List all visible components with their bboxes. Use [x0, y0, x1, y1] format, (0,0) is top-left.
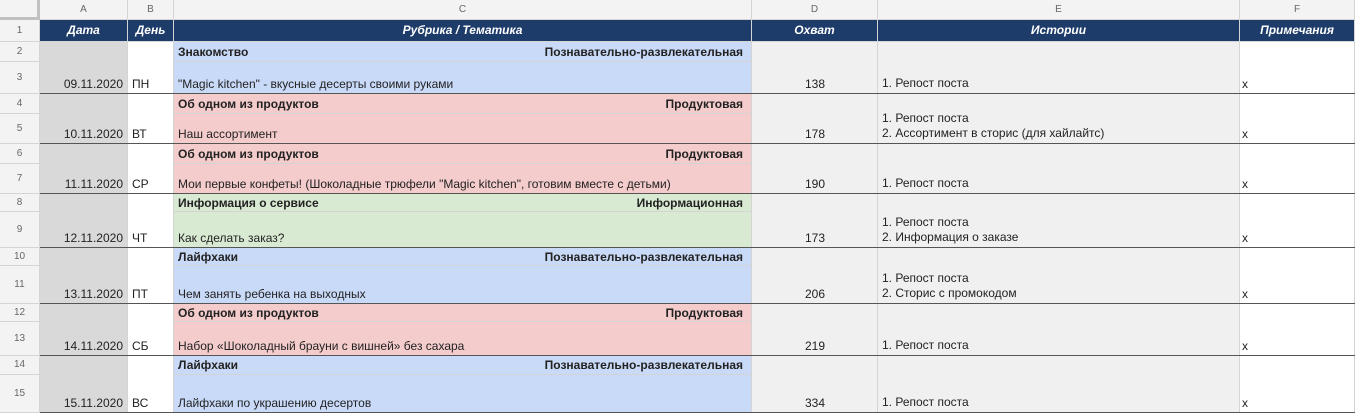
row-header-8[interactable] — [0, 194, 40, 212]
topic-cell[interactable] — [174, 114, 752, 144]
row-header-15[interactable] — [0, 375, 40, 413]
note-value: x — [1242, 231, 1248, 245]
rubric-title-cell[interactable] — [174, 42, 752, 62]
topic-text: Как сделать заказ? — [178, 231, 285, 245]
note-value: x — [1242, 77, 1248, 91]
rubric-title: Об одном из продуктов — [178, 305, 319, 320]
rubric-title-cell[interactable] — [174, 356, 752, 375]
date-cell[interactable] — [40, 194, 128, 248]
row-number: 6 — [16, 148, 23, 159]
notes-cell[interactable] — [1240, 94, 1355, 144]
row-number: 14 — [13, 359, 26, 370]
column-header-d[interactable] — [752, 0, 878, 20]
row-header-10[interactable] — [0, 248, 40, 266]
note-value: x — [1242, 339, 1248, 353]
date-value: 12.11.2020 — [63, 231, 123, 245]
row-number: 12 — [13, 307, 26, 318]
date-value: 09.11.2020 — [63, 77, 123, 91]
day-value: ВТ — [132, 127, 147, 141]
day-cell[interactable] — [128, 144, 174, 194]
row-header-13[interactable] — [0, 322, 40, 356]
day-value: ПН — [132, 77, 150, 91]
header-cell-date[interactable] — [40, 20, 128, 42]
topic-text: Чем занять ребенка на выходных — [178, 287, 366, 301]
reach-cell[interactable] — [752, 144, 878, 194]
note-value: x — [1242, 287, 1248, 301]
notes-cell[interactable] — [1240, 304, 1355, 356]
reach-value: 138 — [804, 77, 825, 91]
row-header-14[interactable] — [0, 356, 40, 375]
topic-text: "Magic kitchen" - вкусные десерты своими руками — [178, 77, 454, 91]
rubric-category: Продуктовая — [665, 305, 743, 320]
note-value: x — [1242, 127, 1248, 141]
row-number: 15 — [13, 388, 26, 399]
stories-cell[interactable] — [878, 144, 1240, 194]
day-cell[interactable] — [128, 42, 174, 94]
rubric-title: Об одном из продуктов — [178, 146, 319, 161]
rubric-category: Продуктовая — [665, 146, 743, 161]
stories-cell[interactable] — [878, 248, 1240, 304]
reach-value: 178 — [804, 127, 825, 141]
header-cell-notes[interactable] — [1240, 20, 1355, 42]
reach-cell[interactable] — [752, 42, 878, 94]
date-cell[interactable] — [40, 144, 128, 194]
date-value: 10.11.2020 — [63, 127, 123, 141]
column-letter: F — [1293, 4, 1301, 15]
header-cell-day[interactable] — [128, 20, 174, 42]
row-number: 13 — [13, 333, 26, 344]
topic-cell[interactable] — [174, 62, 752, 94]
reach-value: 219 — [804, 339, 825, 353]
story-item: 1. Репост поста — [882, 176, 969, 190]
column-header-e[interactable] — [878, 0, 1240, 20]
date-value: 11.11.2020 — [64, 177, 123, 191]
note-value: x — [1242, 396, 1248, 410]
rubric-title-cell[interactable] — [174, 94, 752, 114]
notes-cell[interactable] — [1240, 42, 1355, 94]
row-number: 1 — [16, 25, 23, 36]
column-header-a[interactable] — [40, 0, 128, 20]
date-cell[interactable] — [40, 42, 128, 94]
day-value: СБ — [132, 339, 149, 353]
column-letter: D — [810, 4, 819, 15]
header-cell-reach[interactable] — [752, 20, 878, 42]
reach-cell[interactable] — [752, 194, 878, 248]
row-header-9[interactable] — [0, 212, 40, 248]
column-letter: A — [80, 4, 87, 15]
header-cell-stories[interactable] — [878, 20, 1240, 42]
topic-text: Набор «Шоколадный брауни с вишней» без сахара — [178, 339, 465, 353]
row-number: 5 — [16, 123, 23, 134]
rubric-title: Лайфхаки — [178, 358, 238, 372]
date-cell[interactable] — [40, 248, 128, 304]
rubric-title-cell[interactable] — [174, 304, 752, 322]
rubric-category: Познавательно-развлекательная — [544, 44, 743, 59]
rubric-title: Информация о сервисе — [178, 195, 319, 210]
day-cell[interactable] — [128, 248, 174, 304]
day-cell[interactable] — [128, 194, 174, 248]
topic-cell[interactable] — [174, 164, 752, 194]
reach-cell[interactable] — [752, 356, 878, 413]
rubric-category: Познавательно-развлекательная — [544, 249, 743, 264]
header-label: Истории — [1030, 23, 1087, 37]
column-header-f[interactable] — [1240, 0, 1355, 20]
day-value: ВС — [132, 396, 149, 410]
header-label: Охват — [794, 23, 835, 37]
row-header-1[interactable] — [0, 20, 40, 42]
reach-cell[interactable] — [752, 304, 878, 356]
notes-cell[interactable] — [1240, 248, 1355, 304]
header-cell-rubric[interactable] — [174, 20, 752, 42]
day-value: СР — [132, 177, 149, 191]
story-item: 1. Репост поста — [882, 76, 969, 90]
notes-cell[interactable] — [1240, 356, 1355, 413]
row-header-4[interactable] — [0, 94, 40, 114]
topic-cell[interactable] — [174, 266, 752, 304]
header-label: Примечания — [1260, 23, 1334, 37]
column-header-c[interactable] — [174, 0, 752, 20]
rubric-category: Информационная — [636, 195, 743, 210]
topic-text: Мои первые конфеты! (Шоколадные трюфели "Magic kitchen", готовим вместе с детьми) — [178, 177, 671, 191]
row-header-12[interactable] — [0, 304, 40, 322]
note-value: x — [1242, 177, 1248, 191]
rubric-title: Знакомство — [178, 44, 249, 59]
row-header-5[interactable] — [0, 114, 40, 144]
notes-cell[interactable] — [1240, 194, 1355, 248]
notes-cell[interactable] — [1240, 144, 1355, 194]
rubric-category: Продуктовая — [665, 96, 743, 111]
stories-cell[interactable] — [878, 94, 1240, 144]
row-header-7[interactable] — [0, 164, 40, 194]
header-label: Рубрика / Тематика — [402, 23, 523, 37]
reach-cell[interactable] — [752, 248, 878, 304]
story-item: 2. Ассортимент в сторис (для хайлайтс) — [882, 126, 1105, 140]
row-number: 9 — [16, 224, 23, 235]
stories-cell[interactable] — [878, 42, 1240, 94]
date-value: 13.11.2020 — [63, 287, 123, 301]
day-cell[interactable] — [128, 304, 174, 356]
story-item: 1. Репост поста — [882, 271, 969, 285]
day-cell[interactable] — [128, 356, 174, 413]
reach-value: 206 — [804, 287, 825, 301]
story-item: 1. Репост поста — [882, 111, 969, 125]
day-value: ЧТ — [132, 231, 148, 245]
rubric-title-cell[interactable] — [174, 144, 752, 164]
row-number: 8 — [16, 197, 23, 208]
rubric-title-cell[interactable] — [174, 248, 752, 266]
story-item: 2. Информация о заказе — [882, 230, 1019, 244]
stories-cell[interactable] — [878, 194, 1240, 248]
reach-value: 190 — [804, 177, 825, 191]
date-value: 14.11.2020 — [63, 339, 123, 353]
story-item: 1. Репост поста — [882, 338, 969, 352]
reach-value: 173 — [804, 231, 825, 245]
date-cell[interactable] — [40, 304, 128, 356]
header-label: День — [135, 23, 166, 37]
row-number: 3 — [16, 72, 23, 83]
row-header-2[interactable] — [0, 42, 40, 62]
reach-cell[interactable] — [752, 94, 878, 144]
story-item: 1. Репост поста — [882, 395, 969, 409]
day-cell[interactable] — [128, 94, 174, 144]
date-cell[interactable] — [40, 94, 128, 144]
select-all-corner[interactable] — [0, 0, 40, 20]
day-value: ПТ — [132, 287, 148, 301]
topic-cell[interactable] — [174, 212, 752, 248]
date-cell[interactable] — [40, 356, 128, 413]
topic-text: Лайфхаки по украшению десертов — [178, 396, 372, 410]
rubric-title: Об одном из продуктов — [178, 96, 319, 111]
topic-text: Наш ассортимент — [178, 127, 278, 141]
rubric-category: Познавательно-развлекательная — [544, 358, 743, 372]
topic-cell[interactable] — [174, 322, 752, 356]
column-letter: B — [147, 4, 154, 15]
row-number: 10 — [13, 251, 26, 262]
row-number: 2 — [16, 46, 23, 57]
stories-cell[interactable] — [878, 304, 1240, 356]
row-number: 7 — [16, 173, 23, 184]
column-letter: E — [1055, 4, 1062, 15]
row-number: 11 — [14, 279, 25, 290]
rubric-title-cell[interactable] — [174, 194, 752, 212]
row-header-11[interactable] — [0, 266, 40, 304]
column-letter: C — [458, 4, 467, 15]
row-header-6[interactable] — [0, 144, 40, 164]
header-label: Дата — [67, 23, 100, 37]
date-value: 15.11.2020 — [63, 396, 123, 410]
stories-cell[interactable] — [878, 356, 1240, 413]
story-item: 2. Сторис с промокодом — [882, 286, 1017, 300]
topic-cell[interactable] — [174, 375, 752, 413]
row-header-3[interactable] — [0, 62, 40, 94]
reach-value: 334 — [804, 396, 825, 410]
column-header-b[interactable] — [128, 0, 174, 20]
row-number: 4 — [16, 98, 23, 109]
story-item: 1. Репост поста — [882, 215, 969, 229]
rubric-title: Лайфхаки — [178, 249, 238, 264]
